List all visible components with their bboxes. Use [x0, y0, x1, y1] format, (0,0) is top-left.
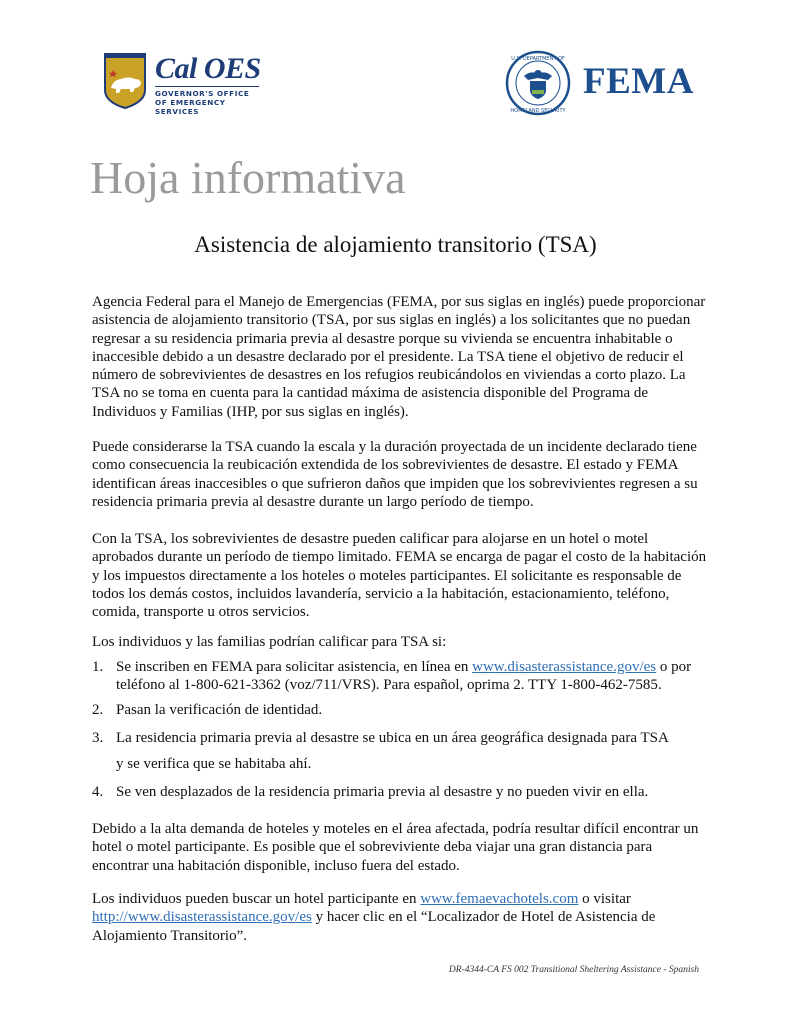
list-item — [92, 658, 732, 695]
paragraph-text: y hacer clic en el “Localizador de Hotel de Asistencia de Alojamiento Transitorio”. — [92, 909, 656, 944]
paragraph-intro: Agencia Federal para el Manejo de Emergencias (FEMA, por sus siglas en inglés) puede proporcionar asistencia de alojamiento transitorio (TSA, por sus siglas en inglés) a los solicitantes que no puedan regresar a su residencia primaria previa al desastre porque su vivienda se encuentra inhabitable o inaccesible debido a un desastre declarado por el presidente. La TSA tiene el objetivo de reducir el número de sobrevivientes de desastres en los refugios reubicándolos en viviendas a corto plazo. La TSA no se toma en cuenta para la cantidad máxima de asistencia disponible del Programa de Individuos y Familias (IHP, por sus siglas en inglés). — [92, 294, 706, 420]
svg-text:U.S. DEPARTMENT OF: U.S. DEPARTMENT OF — [511, 56, 565, 62]
svg-text:HOMELAND SECURITY: HOMELAND SECURITY — [510, 108, 566, 114]
dhs-seal-icon — [505, 50, 571, 116]
caloes-logo — [103, 52, 263, 116]
paragraph-text: Los individuos pueden buscar un hotel participante en — [92, 891, 421, 907]
page-title: Hoja informativa — [90, 152, 406, 203]
list-number: 1. — [92, 659, 104, 675]
caloes-subtitle-line1: GOVERNOR'S OFFICE — [155, 89, 250, 98]
list-number: 3. — [92, 729, 104, 746]
list-number: 2. — [92, 701, 104, 718]
list-item — [92, 783, 732, 801]
femaevachotels-link[interactable]: www.femaevachotels.com — [420, 891, 579, 907]
paragraph-demand: Debido a la alta demanda de hoteles y moteles en el área afectada, podría resultar difícil encontrar un hotel o motel participante. Es posible que el sobreviviente deba viajar una gran distancia para encontrar una habitación disponible, incluso fuera del estado. — [92, 821, 699, 874]
fema-logo — [505, 50, 705, 116]
disasterassistance-http-link[interactable]: http://www.disasterassistance.gov/es — [92, 909, 312, 926]
list-item — [92, 725, 732, 777]
paragraph-consideration: Puede considerarse la TSA cuando la escala y la duración proyectada de un incidente declarado tiene como consecuencia la reubicación extendida de los sobrevivientes de desastre. El estado y FEMA identifican áreas inaccesibles o que sufrieron daños que impiden que los sobrevivientes regresen a su residencia primaria previa al desastre durante un largo período de tiempo. — [92, 439, 698, 510]
california-bear-shield-icon — [103, 52, 147, 110]
paragraph-hotel-search — [92, 890, 712, 945]
disasterassistance-link[interactable]: www.disasterassistance.gov/es — [472, 659, 657, 675]
paragraph-coverage: Con la TSA, los sobrevivientes de desastre pueden calificar para alojarse en un hotel o motel aprobados durante un período de tiempo limitado. FEMA se encarga de pagar el costo de la habitación y los impuestos directamente a los hoteles o moteles participantes. El solicitante es responsable de todos los demás costos, incluidos lavandería, servicio a la habitación, estacionamiento, teléfono, comida, transporte u otros servicios. — [92, 531, 707, 621]
list-text: Pasan la verificación de identidad. — [116, 701, 323, 718]
list-text: Se ven desplazados de la residencia primaria previa al desastre y no pueden vivir en ella. — [116, 783, 649, 800]
eligibility-list — [92, 658, 732, 801]
caloes-divider — [155, 86, 259, 87]
page-subtitle: Asistencia de alojamiento transitorio (TSA) — [194, 232, 597, 257]
paragraph-eligibility-intro: Los individuos y las familias podrían calificar para TSA si: — [92, 634, 447, 650]
list-text: Se inscriben en FEMA para solicitar asistencia, en línea en — [116, 659, 473, 675]
document-footer: DR-4344-CA FS 002 Transitional Sheltering Assistance - Spanish — [448, 965, 699, 975]
fema-title: FEMA — [583, 61, 694, 102]
paragraph-text: o visitar — [578, 891, 631, 907]
list-item — [92, 701, 732, 719]
caloes-title: Cal OES — [155, 52, 261, 85]
caloes-subtitle-line2: OF EMERGENCY SERVICES — [155, 98, 226, 116]
list-text: La residencia primaria previa al desastre se ubica en un área geográfica designada para TSA — [116, 729, 669, 746]
list-text: o por teléfono al 1-800-621-3362 (voz/711/VRS). Para español, oprima 2. TTY 1-800-462-7585. — [116, 659, 692, 694]
list-text: y se verifica que se habitaba ahí. — [116, 755, 312, 772]
list-number: 4. — [92, 783, 104, 800]
